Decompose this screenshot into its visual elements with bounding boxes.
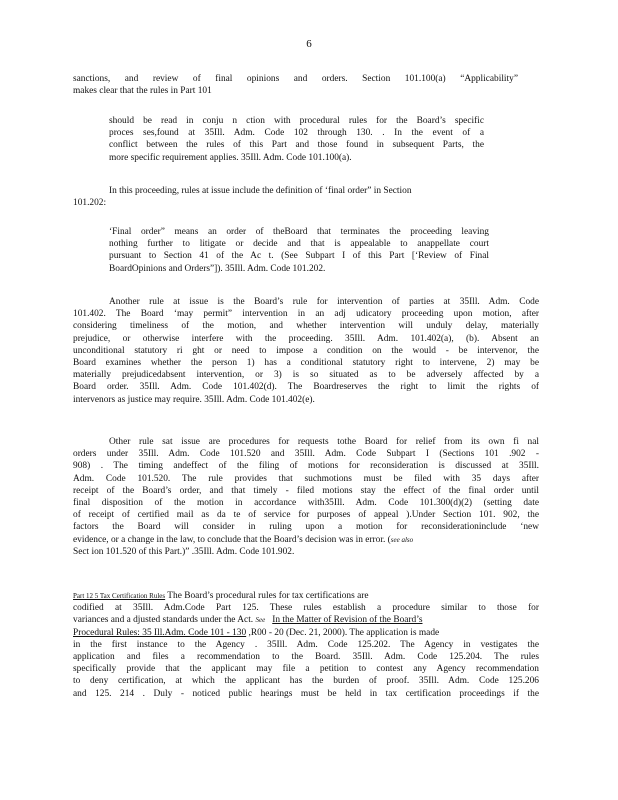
text-line: in the first instance to the Agency . 35Ill. Adm. Code 125.202. The Agency in vestigates the	[73, 639, 539, 650]
paragraph-part-125	[73, 590, 539, 700]
text-line: 908) . The timing andeffect of the filing of motions for reconsideration is discussed at 35Ill.	[73, 461, 539, 472]
text-line	[73, 534, 539, 546]
text-line: ‘Final order” means an order of theBoard that terminates the proceeding leaving	[109, 227, 489, 237]
text-line: of receipt of certified mail as da te of service for purposes of appeal ).Under Section 101. 902, the	[73, 510, 539, 521]
page-number: 6	[306, 38, 312, 50]
block-quote-final-order	[109, 226, 489, 275]
text-line: final disposition of the motion in accordance with35Ill. Adm. Code 101.300(d)(2) (setting date	[73, 498, 539, 509]
case-citation: Procedural Rules: 35 Ill.Adm. Code 101 - 130	[73, 627, 247, 638]
text-line: Another rule at issue is the Board’s rule for intervention of parties at 35Ill. Adm. Code	[109, 297, 539, 307]
text-run: The Board’s procedural rules for tax certifications are	[165, 591, 369, 601]
text-line: proces ses,found at 35Ill. Adm. Code 102 through 130. . In the event of a	[109, 128, 484, 139]
text-line: application and files a recommendation to the Board. 35Ill. Adm. Code 125.204. The rules	[73, 652, 539, 663]
text-run: variances and a djusted standards under the Act.	[73, 615, 254, 626]
citation-signal: See	[255, 616, 266, 625]
text-line: sanctions, and review of final opinions and orders. Section 101.100(a) “Applicability”	[73, 74, 518, 84]
text-line	[73, 614, 539, 626]
text-line: to deny certification, at which the applicant has the burden of proof. 35Ill. Adm. Code 125.206	[73, 676, 539, 687]
text-line: In this proceeding, rules at issue include the definition of ‘final order” in Section	[109, 186, 412, 196]
text-line: Adm. Code 101.520. The rule provides that suchmotions must be filed with 35 days after	[73, 473, 539, 484]
case-citation: In the Matter of Revision of the Board’s	[272, 615, 423, 626]
text-line: nothing further to litigate or decide and that is appealable to anappellate court	[109, 239, 489, 250]
text-line: Sect ion 101.520 of this Part.)” .35Ill. Adm. Code 101.902.	[73, 546, 295, 557]
text-line: 101.402. The Board ‘may permit” intervention in an adj udicatory proceeding upon motion, after	[73, 309, 539, 320]
text-run: ,R00 - 20 (Dec. 21, 2000). The application is made	[246, 627, 440, 638]
text-line: prejudice, or otherwise interfere with the proceeding. 35Ill. Adm. 101.402(a), (b). Absent an	[73, 333, 539, 344]
paragraph-intro	[73, 73, 518, 97]
text-line: Board order. 35Ill. Adm. Code 101.402(d). The Boardreserves the right to limit the rights of	[73, 382, 539, 393]
paragraph-final-order-intro	[73, 185, 518, 209]
text-line: specifically provide that the applicant may file a petition to contest any Agency recommendation	[73, 664, 539, 675]
text-line: unconditional statutory ri ght or need to impose a condition on the would - be intervenor, the	[73, 345, 539, 356]
text-line: Other rule sat issue are procedures for requests tothe Board for relief from its own fi nal	[109, 437, 539, 447]
text-line: factors the Board will consider in ruling upon a motion for reconsiderationinclude ‘new	[73, 522, 539, 533]
text-line	[73, 590, 539, 602]
text-line: considering timeliness of the motion, and whether intervention will unduly delay, materially	[73, 321, 539, 332]
text-line: materially prejudicedabsent intervention, or 3) is so situated as to be adversely affected by a	[73, 370, 539, 381]
text-line: pursuant to Section 41 of the Ac t. (See Subpart I of this Part [‘Review of Final	[109, 251, 489, 262]
block-quote-applicability	[109, 115, 484, 164]
text-line: orders under 35Ill. Adm. Code 101.520 and 35Ill. Adm. Code Subpart I (Sections 101 .902 -	[73, 449, 539, 460]
paragraph-relief	[73, 436, 539, 558]
text-line: should be read in conju n ction with procedural rules for the Board’s specific	[109, 116, 484, 126]
text-line: receipt of the Board’s order, and that timely - filed motions stay the effect of the final order until	[73, 485, 539, 496]
citation-signal: see also	[390, 535, 414, 544]
section-heading: Part 12 5 Tax Certification Rules	[73, 592, 166, 600]
text-line	[73, 627, 539, 639]
text-line: 101.202:	[73, 198, 107, 209]
text-line: codified at 35Ill. Adm.Code Part 125. These rules establish a procedure similar to those for	[73, 603, 539, 614]
text-line: and 125. 214 . Duly - noticed public hearings must be held in tax certification proceedings if the	[73, 688, 539, 699]
text-line: conflict between the rules of this Part and those found in subsequent Parts, the	[109, 140, 484, 151]
text-line: intervenors as justice may require. 35Ill. Adm. Code 101.402(e).	[73, 394, 315, 405]
text-line: BoardOpinions and Orders”]). 35Ill. Adm. Code 101.202.	[109, 263, 326, 274]
text-line: Board examines whether the person 1) has a conditional statutory right to intervene, 2) may be	[73, 358, 539, 369]
paragraph-intervention	[73, 296, 539, 406]
text-line: more specific requirement applies. 35Ill. Adm. Code 101.100(a).	[109, 152, 352, 163]
text-run: evidence, or a change in the law, to conclude that the Board’s decision was in error. (	[73, 534, 391, 545]
text-line: makes clear that the rules in Part 101	[73, 86, 212, 97]
